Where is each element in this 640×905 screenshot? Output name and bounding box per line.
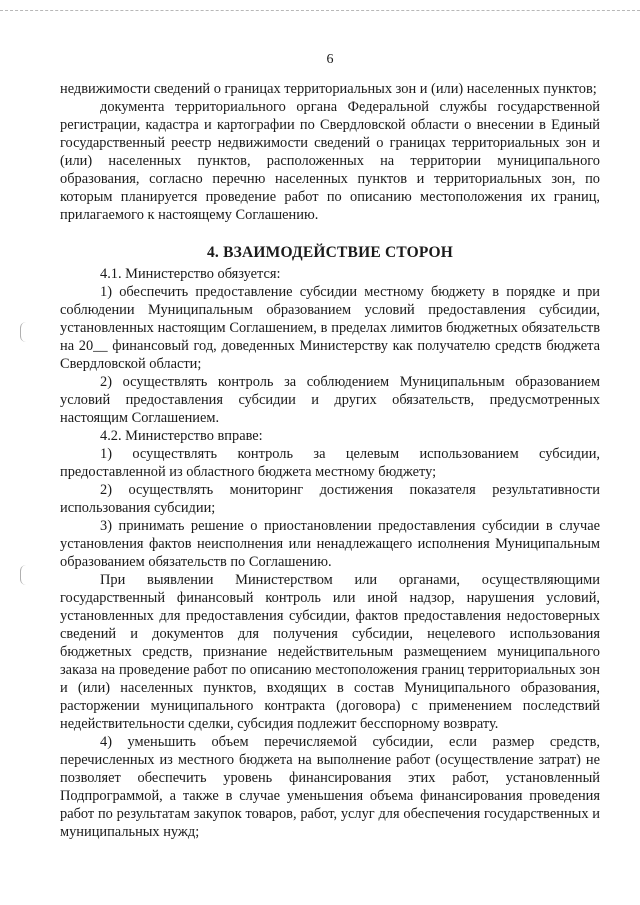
page-number: 6 — [326, 52, 334, 67]
paragraph: При выявлении Министерством или органами, осуществляющими государственный финансовый контроль или иной надзор, нарушения условий, установленных для предоставления субсидии, фактов предоставления недостоверных сведений и документов для получения субсидии, нецелевого использования бюджетных средств, признание недействительным размещением муниципального заказа на проведение работ по описанию местоположения границ территориальных зон и (или) населенных пунктов, входящих в состав Муниципального образования, расторжении муниципального контракта (договора) с применением последствий недействительности сделки, субсидия подлежит бесспорному возврату. — [60, 572, 600, 732]
paragraph: 2) осуществлять мониторинг достижения показателя результативности использования субсидии; — [60, 482, 600, 516]
paragraph: недвижимости сведений о границах территориальных зон и (или) населенных пунктов; — [60, 81, 597, 97]
paragraph: документа территориального органа Федеральной службы государственной регистрации, кадастра и картографии по Свердловской области о внесении в Единый государственный реестр недвижимости сведений о границах территориальных зон и (или) населенных пунктов, расположенных на территории муниципального образования, согласно перечню населенных пунктов и территориальных зон, по которым планируется проведение работ по описанию местоположения их границ, прилагаемого к настоящему Соглашению. — [60, 99, 600, 223]
section-heading: 4. ВЗАИМОДЕЙСТВИЕ СТОРОН — [206, 244, 454, 261]
paragraph: 3) принимать решение о приостановлении предоставления субсидии в случае установления фактов неисполнения или ненадлежащего исполнения Муниципальным образованием обязательств по Соглашению. — [60, 518, 600, 570]
margin-scan-mark — [20, 565, 27, 585]
paragraph: 1) обеспечить предоставление субсидии местному бюджету в порядке и при соблюдении Муниципальным образованием условий предоставления субсидии, установленных настоящим Соглашением, в пределах лимитов бюджетных обязательств на 20__ финансовый год, доведенных Министерству как получателю средств бюджета Свердловской области; — [60, 284, 600, 372]
clause-heading: 4.2. Министерство вправе: — [100, 428, 263, 444]
paragraph: 1) осуществлять контроль за целевым использованием субсидии, предоставленной из областного бюджета местному бюджету; — [60, 446, 600, 480]
document-body — [60, 80, 600, 841]
paragraph: 2) осуществлять контроль за соблюдением Муниципальным образованием условий предоставления субсидии и других обязательств, предусмотренных настоящим Соглашением. — [60, 374, 600, 426]
scan-top-edge — [0, 10, 640, 11]
margin-scan-mark — [20, 322, 27, 342]
paragraph: 4) уменьшить объем перечисляемой субсидии, если размер средств, перечисленных из местного бюджета на выполнение работ (осуществление затрат) не позволяет обеспечить уровень финансирования этих работ, установленный Подпрограммой, а также в случае уменьшения объема финансирования проведения работ по результатам закупок товаров, работ, услуг для обеспечения государственных и муниципальных нужд; — [60, 734, 600, 840]
clause-heading: 4.1. Министерство обязуется: — [100, 266, 281, 282]
